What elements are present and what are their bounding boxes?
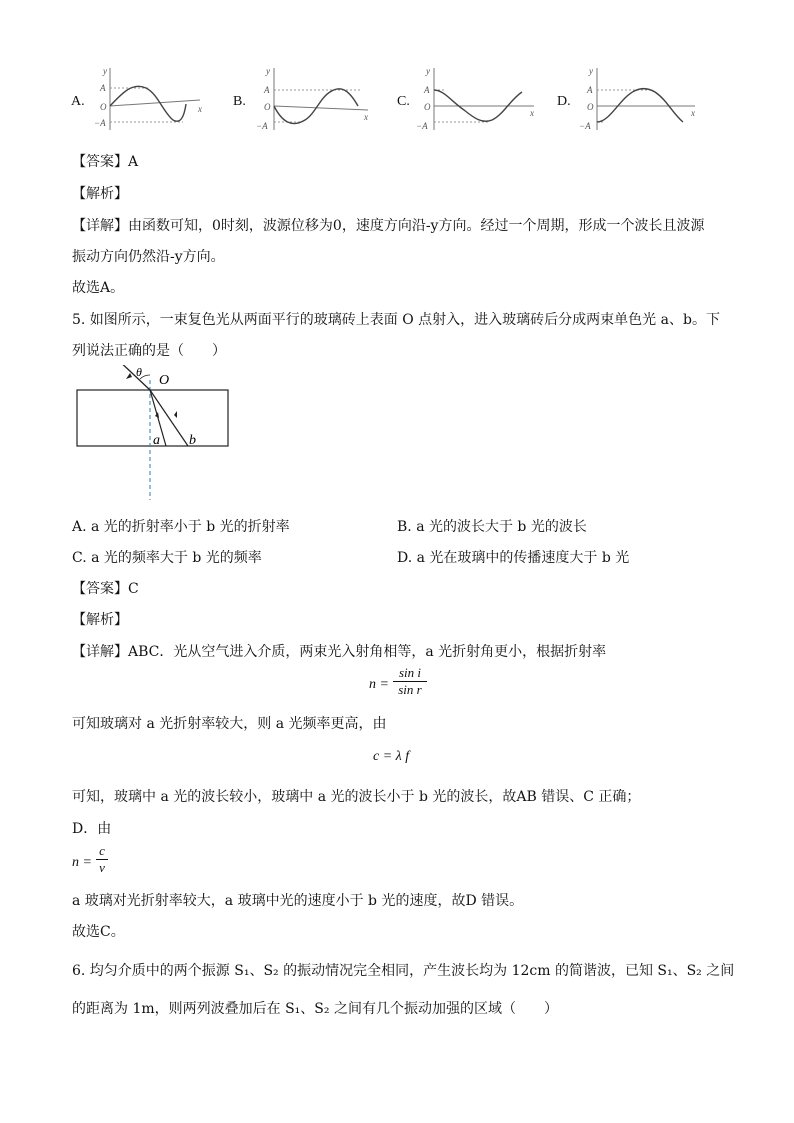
- q5-stem-line1: 5. 如图所示，一束复色光从两面平行的玻璃砖上表面 O 点射入，进入玻璃砖后分成两束单色光 a、b。下: [72, 312, 720, 328]
- q5-option-b[interactable]: B. a 光的波长大于 b 光的波长: [397, 519, 587, 535]
- q5-line3: 可知，玻璃中 a 光的波长较小，玻璃中 a 光的波长小于 b 光的波长，故AB 错误、C 正确；: [72, 789, 641, 805]
- option-a-graph[interactable]: [88, 62, 208, 134]
- option-b-graph[interactable]: [250, 62, 375, 134]
- option-c-graph[interactable]: [414, 62, 539, 134]
- svg-text:−A: −A: [579, 121, 591, 131]
- svg-text:A: A: [264, 85, 270, 95]
- eq1-lhs: n =: [369, 677, 389, 692]
- q5-refraction-figure: [70, 365, 240, 505]
- q5-conclusion: 故选C。: [72, 924, 125, 940]
- option-a-label: A.: [71, 94, 85, 109]
- option-d-graph[interactable]: [575, 62, 700, 134]
- q6-stem-line2: 的距离为 1m，则两列波叠加后在 S₁、S₂ 之间有几个振动加强的区域（ ）: [72, 1001, 558, 1017]
- eq1-fraction: $\frac{\text{sin i}}{\text{sin r}}$: [393, 665, 427, 698]
- axis-x: x: [198, 104, 202, 114]
- option-c-label: C.: [397, 94, 410, 109]
- q6-stem-line1: 6. 均匀介质中的两个振源 S₁、S₂ 的振动情况完全相同，产生波长均为 12cm 的简谐波，已知 S₁、S₂ 之间: [72, 963, 735, 979]
- q5-detail-line1: 【详解】ABC．光从空气进入介质，两束光入射角相等，a 光折射角更小，根据折射率: [72, 644, 607, 660]
- q5-option-d[interactable]: D. a 光在玻璃中的传播速度大于 b 光: [397, 550, 630, 566]
- q4-answer: 【答案】A: [72, 154, 139, 170]
- q4-detail-line1: 【详解】由函数可知，0时刻，波源位移为0，速度方向沿-y方向。经过一个周期，形成一个波长且波源: [72, 218, 705, 234]
- svg-text:x: x: [364, 112, 368, 122]
- ray-b-label: b: [189, 433, 196, 448]
- svg-text:−A: −A: [94, 118, 106, 128]
- option-b-label: B.: [233, 94, 246, 109]
- svg-text:x: x: [691, 108, 695, 118]
- eq2: c = λ f: [373, 749, 410, 764]
- option-d-label: D.: [557, 94, 571, 109]
- eq3-fraction: $\frac{c}{v}$: [96, 843, 108, 876]
- svg-text:A: A: [100, 83, 106, 93]
- q5-line5: a 玻璃对光折射率较大，a 玻璃中光的速度小于 b 光的速度，故D 错误。: [72, 893, 524, 909]
- theta-label: θ: [136, 365, 142, 379]
- svg-text:O: O: [424, 102, 431, 112]
- svg-text:−A: −A: [256, 121, 268, 131]
- svg-text:y: y: [426, 66, 430, 76]
- q5-stem-line2: 列说法正确的是（ ）: [72, 343, 226, 359]
- svg-text:O: O: [100, 102, 107, 112]
- q5-answer: 【答案】C: [72, 581, 139, 597]
- ray-a-label: a: [153, 433, 160, 448]
- q4-conclusion: 故选A。: [72, 280, 125, 296]
- eq3-lhs: n =: [72, 855, 92, 870]
- svg-text:y: y: [266, 66, 270, 76]
- point-o-label: O: [159, 373, 170, 388]
- q4-analysis-label: 【解析】: [72, 186, 128, 202]
- svg-text:−A: −A: [416, 121, 428, 131]
- svg-text:A: A: [424, 85, 430, 95]
- q5-option-a[interactable]: A. a 光的折射率小于 b 光的折射率: [72, 519, 290, 535]
- svg-text:O: O: [264, 102, 271, 112]
- svg-text:x: x: [530, 108, 534, 118]
- q5-analysis-label: 【解析】: [72, 612, 128, 628]
- q4-detail-line2: 振动方向仍然沿-y方向。: [72, 249, 225, 265]
- svg-text:y: y: [589, 66, 593, 76]
- q5-line2: 可知玻璃对 a 光折射率较大，则 a 光频率更高，由: [72, 716, 387, 732]
- q5-option-c[interactable]: C. a 光的频率大于 b 光的频率: [72, 550, 262, 566]
- svg-text:A: A: [587, 85, 593, 95]
- svg-text:O: O: [587, 102, 594, 112]
- axis-y: y: [103, 66, 107, 76]
- q5-line4: D．由: [72, 821, 112, 837]
